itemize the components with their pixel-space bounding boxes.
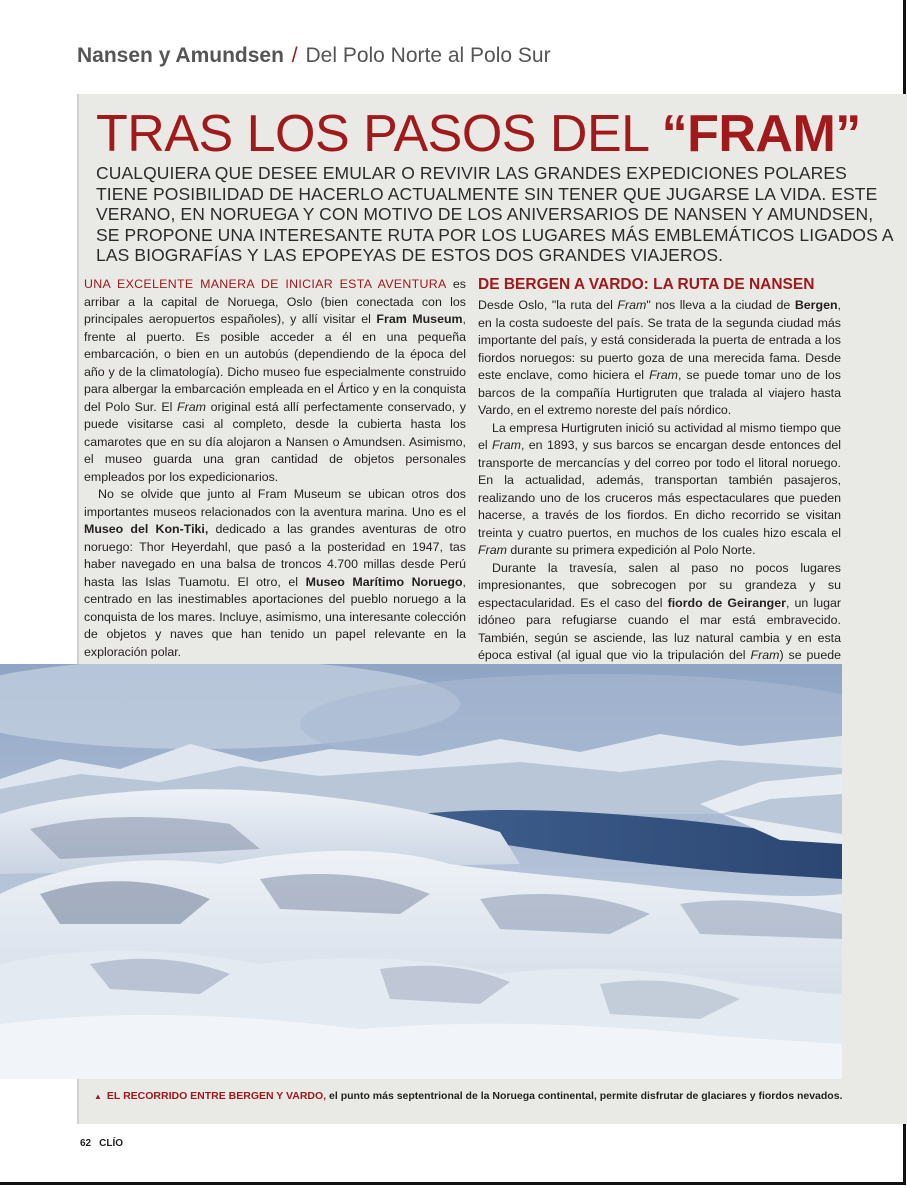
article-lead: CUALQUIERA QUE DESEE EMULAR O REVIVIR LAS GRANDES EXPEDICIONES POLARES TIENE POSIBILIDAD DE HACERLO ACTUALMENTE SIN TENER QUE JUGARSE LA VIDA. ESTE VERANO, EN NORUEGA Y CON MOTIVO DE LOS ANIVERSARIOS DE NANSEN Y AMUNDSEN, SE PROPONE UNA INTERESANTE RUTA POR LOS LUGARES MÁS EMBLEMÁTICOS LIGADOS A LAS BIOGRAFÍAS Y LAS EPOPEYAS DE ESTOS DOS GRANDES VIAJEROS. [96, 163, 893, 266]
text-run: , frente al puerto. Es posible acceder a él en una pequeña embarcación, o bien en un autobús (dependiendo de la época del año y de la climatología). Dicho museo fue especialmente construido para albergar la embarcación empleada en el Ártico y en la conquista del Polo Sur. El [84, 312, 466, 414]
snowy-fjord-landscape [0, 664, 842, 1079]
text-run: Desde Oslo, "la ruta del [478, 298, 618, 312]
article-title [96, 104, 861, 164]
title-prefix: TRAS LOS PASOS DEL [96, 105, 648, 163]
bold-run: fiordo de Geiranger [667, 595, 786, 610]
paragraph [478, 420, 841, 560]
page-folio [80, 1138, 131, 1149]
caption-text: el punto más septentrional de la Noruega continental, permite disfrutar de glaciares y fiordos nevados. [326, 1090, 843, 1102]
bold-run: Bergen [794, 298, 838, 312]
text-run: La empresa Hurtigruten inició su actividad al mismo tiempo que el [478, 420, 841, 452]
bold-run: Museo Marítimo Noruego [305, 574, 463, 589]
lead-in: UNA EXCELENTE MANERA DE INICIAR ESTA AVENTURA [84, 277, 447, 291]
italic-run: Fram [492, 438, 521, 452]
section-header [77, 44, 551, 68]
left-column [84, 276, 466, 661]
text-run: es arribar a la capital de Noruega, Oslo (bien conectada con los principales aeropuertos españoles), y allí visitar el [84, 277, 466, 326]
page-number: 62 [80, 1138, 92, 1149]
caption-highlight: EL RECORRIDO ENTRE BERGEN Y VARDO, [106, 1090, 327, 1102]
paragraph [84, 276, 466, 486]
italic-run: Fram [177, 399, 206, 414]
text-run: , se puede tomar uno de los barcos de la compañía Hurtigruten que tralada al viajero hasta Vardo, en el extremo noreste del país nórdico. [478, 368, 841, 417]
bold-run: Fram Museum [376, 312, 463, 326]
text-run: original está allí perfectamente conservado, y puede visitarse casi al completo, desde la cubierta hasta los camarotes que en su día alojaron a Nansen o Amundsen. Asimismo, el museo guarda una gran cantidad de objetos personales empleados por los expedicionarios. [84, 399, 466, 484]
right-column [478, 276, 841, 682]
section-subtitle: Del Polo Norte al Polo Sur [305, 44, 551, 67]
text-run: " nos lleva a la ciudad de [646, 298, 795, 312]
title-highlight: “FRAM” [661, 105, 861, 163]
text-run: , centrado en las inestimables aportaciones del pueblo noruego a la conquista de los mares. Incluye, asimismo, una interesante colección de objetos y naves que han tenido un papel relevante en la exploración polar. [84, 574, 466, 659]
text-run: , en la costa sudoeste del país. Se trata de la segunda ciudad más importante del país, y está considerada la puerta de entrada a los fiordos noruegos: su puerto goza de una merecida fama. Desde este enclave, como hiciera el [478, 298, 841, 382]
magazine-name: CLÍO [99, 1138, 124, 1149]
paragraph [478, 297, 841, 420]
text-run: ) se puede [779, 648, 841, 662]
text-run: durante su primera expedición al Polo Norte. [506, 543, 756, 557]
text-run: Durante la travesía, salen al paso no pocos lugares impresionantes, que sobrecogen por su grandeza y su espectacularidad. Es el caso del [478, 560, 841, 610]
text-run: , en 1893, y sus barcos se encargan desde entonces del transporte de mercancías y del correo por todo el litoral noruego. En la actualidad, además, transportan también pasajeros, realizando uno de los cruceros más espectaculares que pueden hacerse, a través de los fiordos. En dicho recorrido se visitan treinta y cuatro puertos, en muchos de los cuales hizo escala el [478, 438, 841, 540]
bold-run: Museo del Kon-Tiki, [84, 522, 209, 536]
section-separator: / [291, 44, 298, 67]
italic-run: Fram [649, 368, 678, 382]
subheading: DE BERGEN A VARDO: LA RUTA DE NANSEN [478, 276, 815, 293]
italic-run: Fram [750, 648, 780, 662]
italic-run: Fram [617, 298, 647, 312]
text-run: No se olvide que junto al Fram Museum se ubican otros dos importantes museos relacionados con la aventura marina. Uno es el [84, 487, 466, 519]
paragraph [84, 486, 466, 661]
text-run: , un lugar idóneo para refugiarse cuando el mar está embravecido. También, según se asciende, las luz natural cambia y en esta época estival (al igual que vio la tripulación del [478, 595, 841, 662]
italic-run: Fram [478, 543, 507, 557]
photo-caption [94, 1090, 854, 1102]
triangle-marker-icon: ▲ [94, 1092, 102, 1101]
section-title: Nansen y Amundsen [77, 44, 284, 67]
fjord-photo [0, 664, 842, 1079]
text-run: dedicado a las grandes aventuras de otro noruego: Thor Heyerdahl, que pasó a la posteridad en 1947, tas haber navegado en una balsa de troncos 4.700 millas desde Perú hasta las Islas Tuamotu. El otro, el [84, 522, 466, 589]
